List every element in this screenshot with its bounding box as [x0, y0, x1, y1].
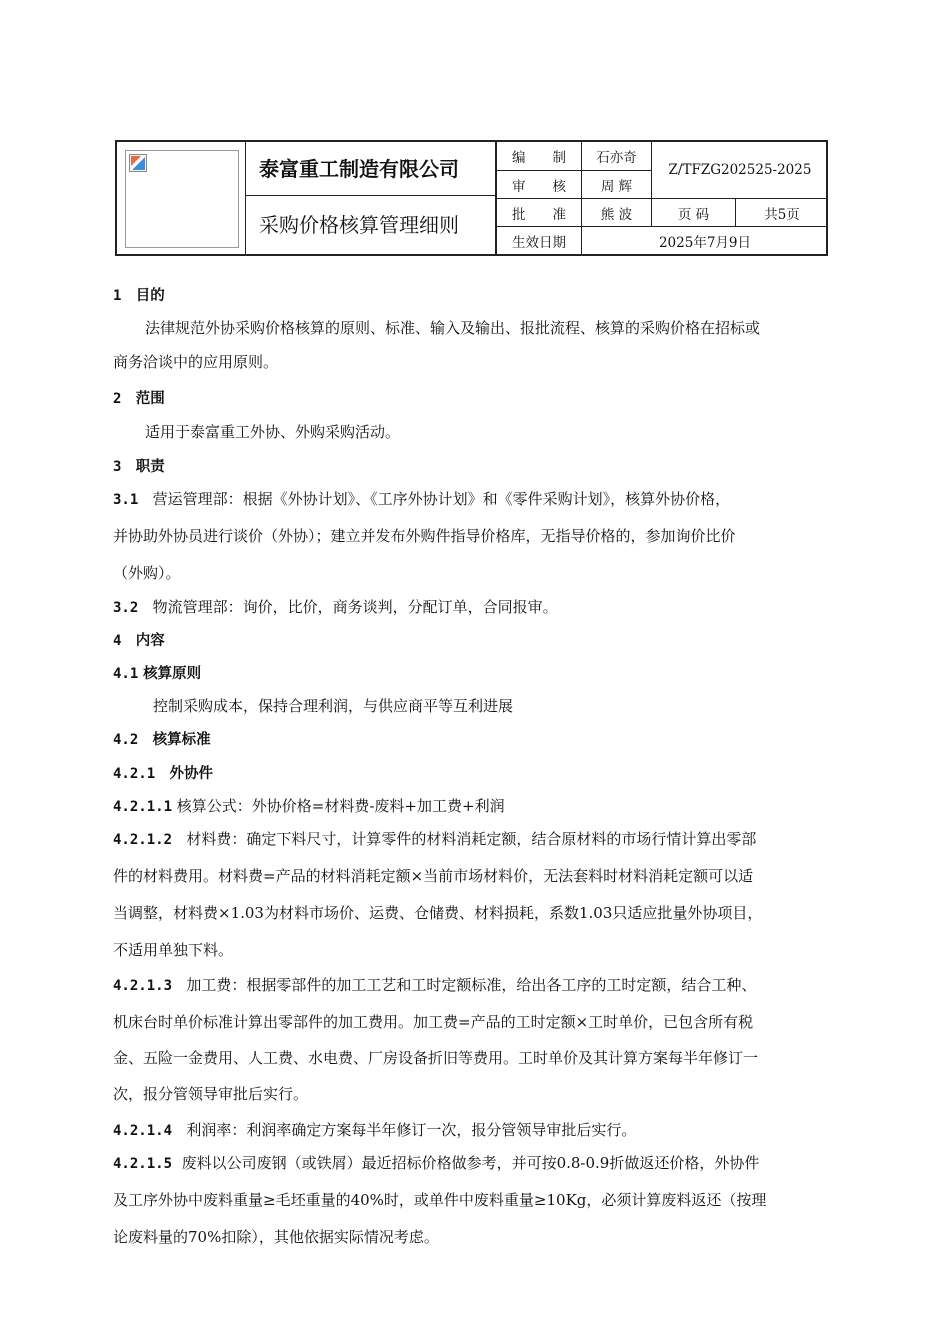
- prepared-label: 编 制: [512, 150, 566, 166]
- clause-text: 利润率：利润率确定方案每半年修订一次，报分管领导审批后实行。: [186, 1121, 637, 1139]
- section-number: 4.1: [113, 666, 139, 682]
- clause-number: 3.2: [113, 600, 139, 616]
- effective-date: 2025年7月9日: [581, 226, 828, 254]
- paragraph-line: 不适用单独下料。: [113, 941, 234, 959]
- paragraph-line: 论废料量的70%扣除），其他依据实际情况考虑。: [113, 1228, 439, 1246]
- clause-text: 营运管理部：根据《外协计划》、《工序外协计划》和《零件采购计划》，核算外协价格，: [152, 490, 731, 508]
- section-number: 4.2: [113, 732, 139, 748]
- clause-text: 物流管理部：询价，比价，商务谈判，分配订单，合同报审。: [152, 598, 558, 616]
- paragraph-line: 机床台时单价标准计算出零部件的加工费用。加工费=产品的工时定额×工时单价，已包含所有税: [113, 1013, 754, 1031]
- section-number: 3: [113, 459, 122, 475]
- section-title: 内容: [135, 633, 165, 649]
- section-number: 2: [113, 391, 122, 407]
- paragraph-line: 法律规范外协采购价格核算的原则、标准、输入及输出、报批流程、核算的采购价格在招标或: [145, 319, 761, 337]
- clause-4-2-1-1-line: [113, 795, 505, 816]
- prepared-name: 石亦奇: [581, 142, 651, 170]
- clause-number: 4.2.1.3: [113, 978, 173, 994]
- approved-name: 熊 波: [581, 198, 651, 226]
- reviewed-label: 审 核: [497, 170, 581, 198]
- paragraph-line: 及工序外协中废料重量≥毛坯重量的40%时，或单件中废料重量≥10Kg，必须计算废料返还（按理: [113, 1191, 767, 1209]
- reviewed-name: 周 辉: [581, 170, 651, 198]
- paragraph-line: 适用于泰富重工外协、外购采购活动。: [145, 423, 401, 441]
- clause-text: 加工费：根据零部件的加工工艺和工时定额标准，给出各工序的工时定额，结合工种、: [186, 976, 757, 994]
- section-4-1-heading: [113, 662, 201, 683]
- logo-frame: [125, 150, 239, 248]
- section-4-2-heading: [113, 728, 211, 749]
- company-name: 泰富重工制造有限公司: [245, 142, 495, 196]
- paragraph-line: 件的材料费用。材料费=产品的材料消耗定额×当前市场材料价，无法套料时材料消耗定额可以适: [113, 867, 754, 885]
- document-number: Z/TFZG202525-2025: [651, 142, 828, 198]
- page-count: 共5页: [735, 198, 828, 226]
- paragraph-line: 并协助外协员进行谈价（外协）；建立并发布外购件指导价格库，无指导价格的，参加询价比价: [113, 527, 736, 545]
- approval-grid: [495, 142, 828, 254]
- paragraph-line: （外购）。: [113, 564, 181, 582]
- logo-cell: [117, 142, 246, 254]
- section-number: 4: [113, 633, 122, 649]
- section-4-heading: [113, 629, 165, 650]
- section-title: 核算标准: [152, 732, 211, 748]
- clause-3-2-line: [113, 596, 558, 617]
- clause-number: 3.1: [113, 492, 139, 508]
- section-title: 目的: [135, 288, 165, 304]
- clause-number: 4.2.1.5: [113, 1156, 173, 1172]
- section-2-heading: [113, 387, 165, 408]
- paragraph-line: 商务洽谈中的应用原则。: [113, 353, 279, 371]
- section-title: 职责: [135, 459, 165, 475]
- section-title: 范围: [135, 391, 165, 407]
- clause-text: 废料以公司废钢（或铁屑）最近招标价格做参考，并可按0.8-0.9折做返还价格，外协件: [181, 1154, 760, 1172]
- clause-4-2-1-2-line: [113, 828, 756, 849]
- effective-date-label: 生效日期: [497, 226, 581, 254]
- clause-4-2-1-3-line: [113, 974, 756, 995]
- clause-text: 核算公式：外协价格=材料费-废料+加工费+利润: [176, 797, 505, 815]
- company-logo-icon: [129, 154, 147, 172]
- clause-number: 4.2.1.2: [113, 832, 173, 848]
- section-title: 核算原则: [143, 666, 202, 682]
- clause-text: 材料费：确定下料尺寸，计算零件的材料消耗定额，结合原材料的市场行情计算出零部: [186, 830, 757, 848]
- section-number: 4.2.1: [113, 766, 156, 782]
- clause-number: 4.2.1.1: [113, 799, 173, 815]
- paragraph-line: 控制采购成本，保持合理利润，与供应商平等互利进展: [153, 697, 514, 715]
- page-label: 页 码: [651, 198, 735, 226]
- clause-4-2-1-5-line: [113, 1152, 759, 1173]
- section-1-heading: [113, 284, 165, 305]
- paragraph-line: 当调整，材料费×1.03为材料市场价、运费、仓储费、材料损耗，系数1.03只适应批量外协项目，: [113, 904, 763, 922]
- document-title: 采购价格核算管理细则: [259, 213, 459, 237]
- clause-4-2-1-4-line: [113, 1119, 636, 1140]
- document-header-table: [115, 140, 828, 256]
- paragraph-line: 次，报分管领导审批后实行。: [113, 1085, 309, 1103]
- section-title: 外协件: [169, 766, 213, 782]
- section-3-heading: [113, 455, 165, 476]
- clause-number: 4.2.1.4: [113, 1123, 173, 1139]
- clause-3-1-line: [113, 488, 730, 509]
- section-number: 1: [113, 288, 122, 304]
- section-4-2-1-heading: [113, 762, 213, 783]
- paragraph-line: 金、五险一金费用、人工费、水电费、厂房设备折旧等费用。工时单价及其计算方案每半年修订一: [113, 1049, 759, 1067]
- approved-label: 批 准: [497, 198, 581, 226]
